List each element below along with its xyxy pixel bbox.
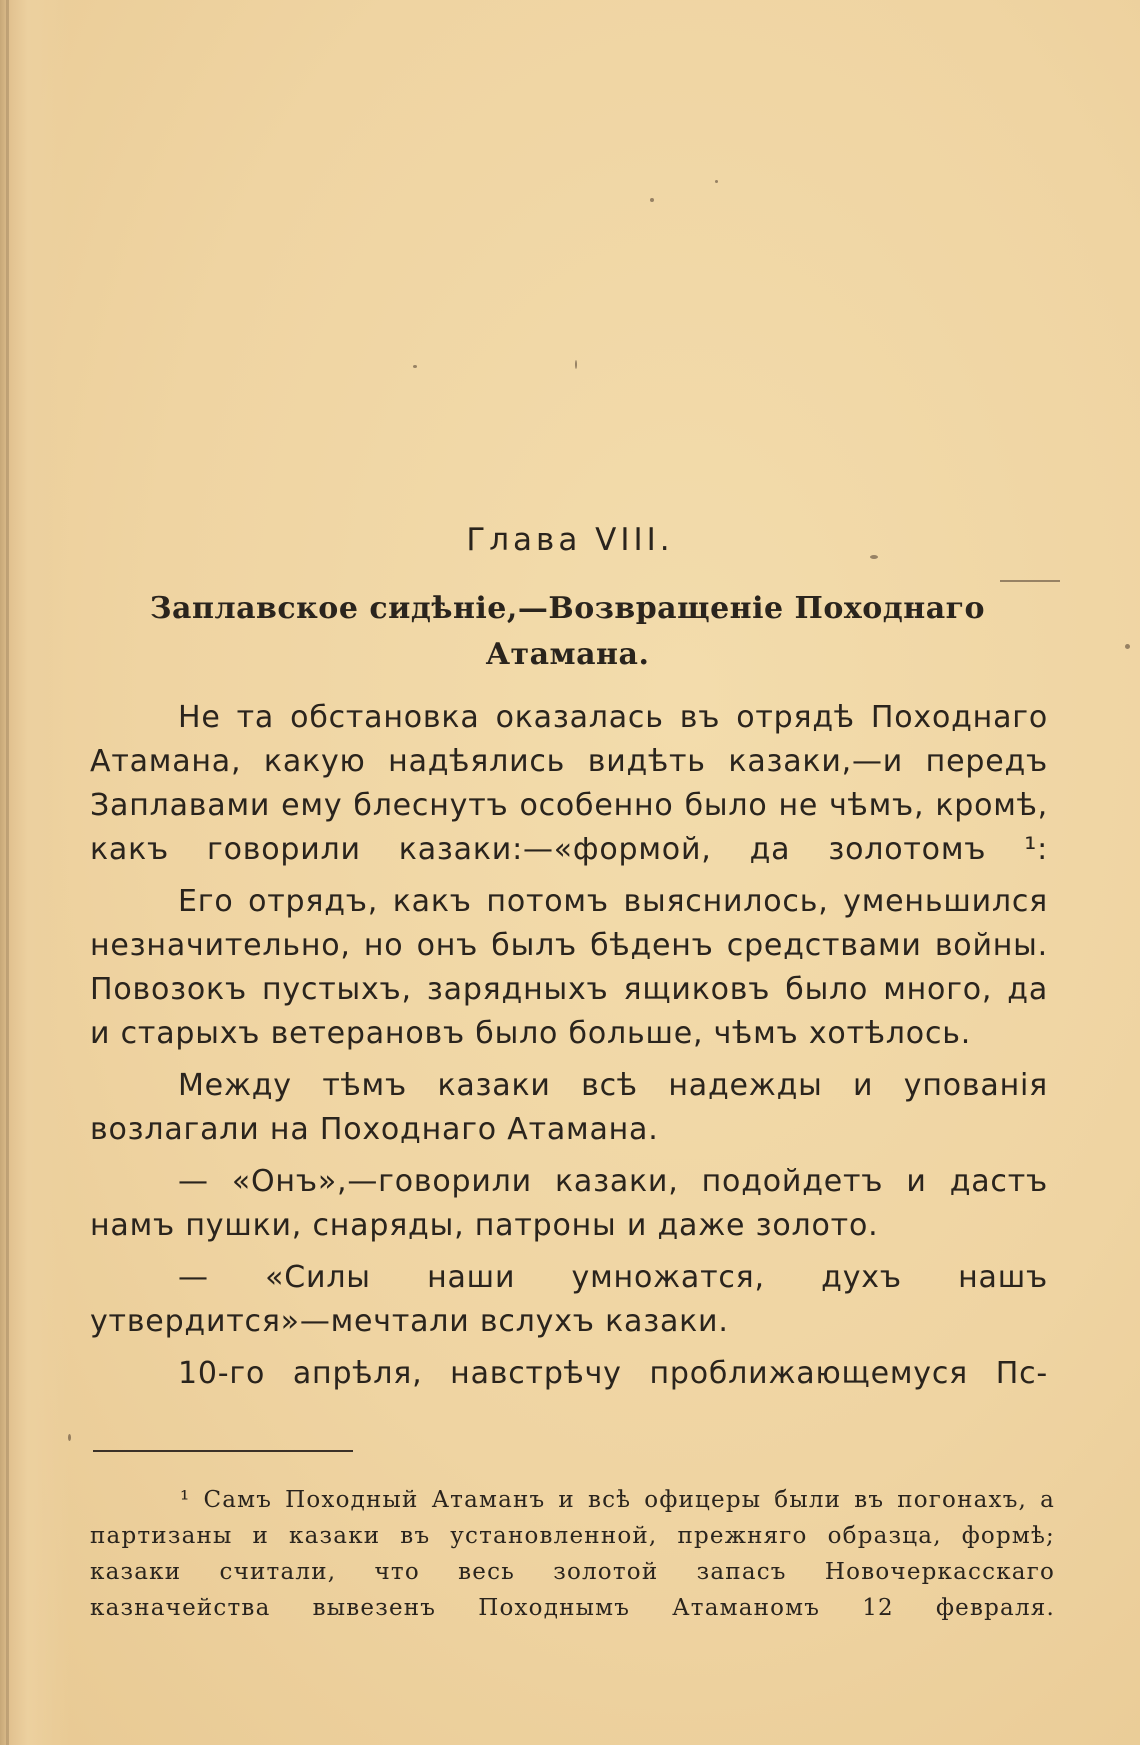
paper-speck xyxy=(413,365,417,368)
section-heading: Заплавское сидѣніе,—Возвращеніе Походнаго Атамана. xyxy=(149,591,986,672)
paragraph: Его отрядъ, какъ потомъ выяснилось, уменьшился незначительно, но онъ былъ бѣденъ средствами войны. Повозокъ пустыхъ, зарядныхъ ящиковъ было много, да и старыхъ ветерановъ было больше, чѣмъ хотѣлось. xyxy=(90,884,1048,1051)
paper-speck xyxy=(575,360,577,369)
paragraph: Между тѣмъ казаки всѣ надежды и упованія возлагали на Походнаго Атамана. xyxy=(90,1068,1048,1147)
paragraph: 10-го апрѣля, навстрѣчу проближающемуся Пс- xyxy=(178,1356,1048,1391)
paragraph: — «Силы наши умножатся, духъ нашъ утвердится»—мечтали вслухъ казаки. xyxy=(90,1260,1048,1339)
paper-speck xyxy=(650,198,654,202)
paper-speck xyxy=(1000,580,1060,582)
paragraph: Не та обстановка оказалась въ отрядѣ Походнаго Атамана, какую надѣялись видѣть казаки,—и передъ Заплавами ему блеснутъ особенно было не чѣмъ, кромѣ, какъ говорили казаки:—«формой, да золотомъ ¹: xyxy=(90,700,1048,867)
paper-speck xyxy=(1125,644,1130,649)
paper-speck xyxy=(715,180,718,183)
page-spine-edge xyxy=(6,0,9,1745)
chapter-title: Глава VIII. xyxy=(466,522,674,558)
footnote xyxy=(90,1482,1055,1626)
footnote-divider xyxy=(93,1450,353,1452)
main-text xyxy=(90,696,1048,1404)
footnote-text: ¹ Самъ Походный Атаманъ и всѣ офицеры были въ погонахъ, а партизаны и казаки въ установленной, прежняго образца, формѣ; казаки считали, что весь золотой запасъ Новочеркасскаго казначейства вывезенъ Походнымъ Атаманомъ 12 февраля. xyxy=(90,1487,1055,1621)
paper-speck xyxy=(68,1434,71,1441)
paragraph: — «Онъ»,—говорили казаки, подойдетъ и дастъ намъ пушки, снаряды, патроны и даже золото. xyxy=(90,1164,1048,1243)
